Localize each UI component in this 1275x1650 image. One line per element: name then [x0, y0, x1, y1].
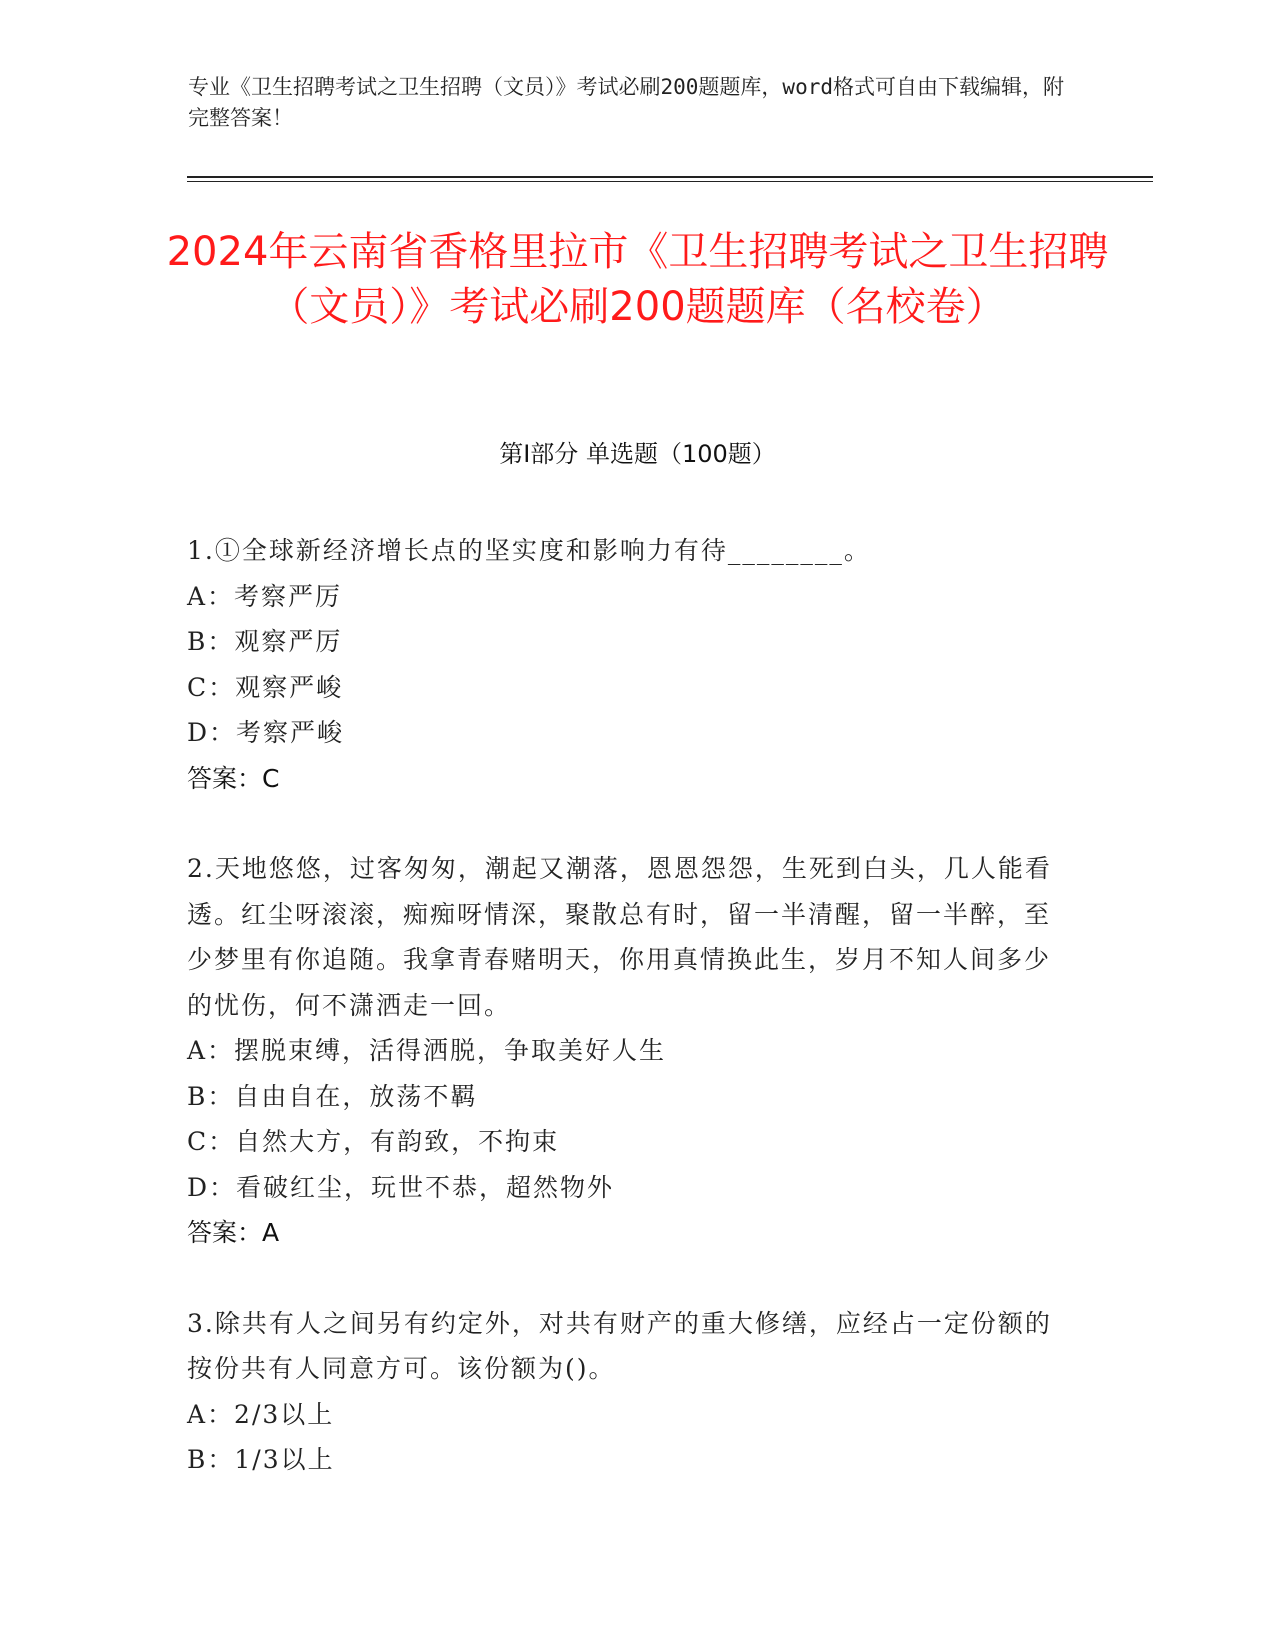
- answer: 答案：C: [187, 763, 280, 793]
- option-a: A：摆脱束缚，活得洒脱，争取美好人生: [187, 1036, 667, 1065]
- document-title: 2024年云南省香格里拉市《卫生招聘考试之卫生招聘（文员）》考试必刷200题题库（名校卷）: [166, 229, 1109, 330]
- header-note: 专业《卫生招聘考试之卫生招聘（文员）》考试必刷200题题库，word格式可自由下载编辑，附完整答案！: [188, 75, 1064, 130]
- answer: 答案：A: [187, 1218, 280, 1247]
- option-a: A：考察严厉: [187, 581, 343, 611]
- question-stem: 1.①全球新经济增长点的坚实度和影响力有待________。: [187, 536, 871, 565]
- section-title: 第Ⅰ部分 单选题（100题）: [499, 440, 776, 468]
- header-rule-thin: [187, 181, 1153, 182]
- option-d: D：看破红尘，玩世不恭，超然物外: [187, 1172, 615, 1202]
- option-a: A：2/3以上: [187, 1399, 335, 1429]
- question-2: [187, 846, 1067, 1256]
- option-b: B：自由自在，放荡不羁: [187, 1081, 478, 1111]
- question-1: [187, 528, 1067, 801]
- option-c: C：自然大方，有韵致，不拘束: [187, 1127, 560, 1156]
- option-b: B：1/3以上: [187, 1445, 335, 1474]
- option-b: B：观察严厉: [187, 627, 343, 656]
- option-d: D：考察严峻: [187, 718, 345, 747]
- question-list: [187, 528, 1067, 1528]
- question-stem: 2.天地悠悠，过客匆匆，潮起又潮落，恩恩怨怨，生死到白头，几人能看透。红尘呀滚滚，痴痴呀情深，聚散总有时，留一半清醒，留一半醉，至少梦里有你追随。我拿青春赌明天，你用真情换此生，岁月不知人间多少的忧伤，何不潇洒走一回。: [187, 854, 1052, 1020]
- question-3: [187, 1301, 1067, 1483]
- question-stem: 3.除共有人之间另有约定外，对共有财产的重大修缮，应经占一定份额的按份共有人同意方可。该份额为()。: [187, 1308, 1052, 1383]
- header-rule-thick: [187, 176, 1153, 178]
- option-c: C：观察严峻: [187, 672, 344, 702]
